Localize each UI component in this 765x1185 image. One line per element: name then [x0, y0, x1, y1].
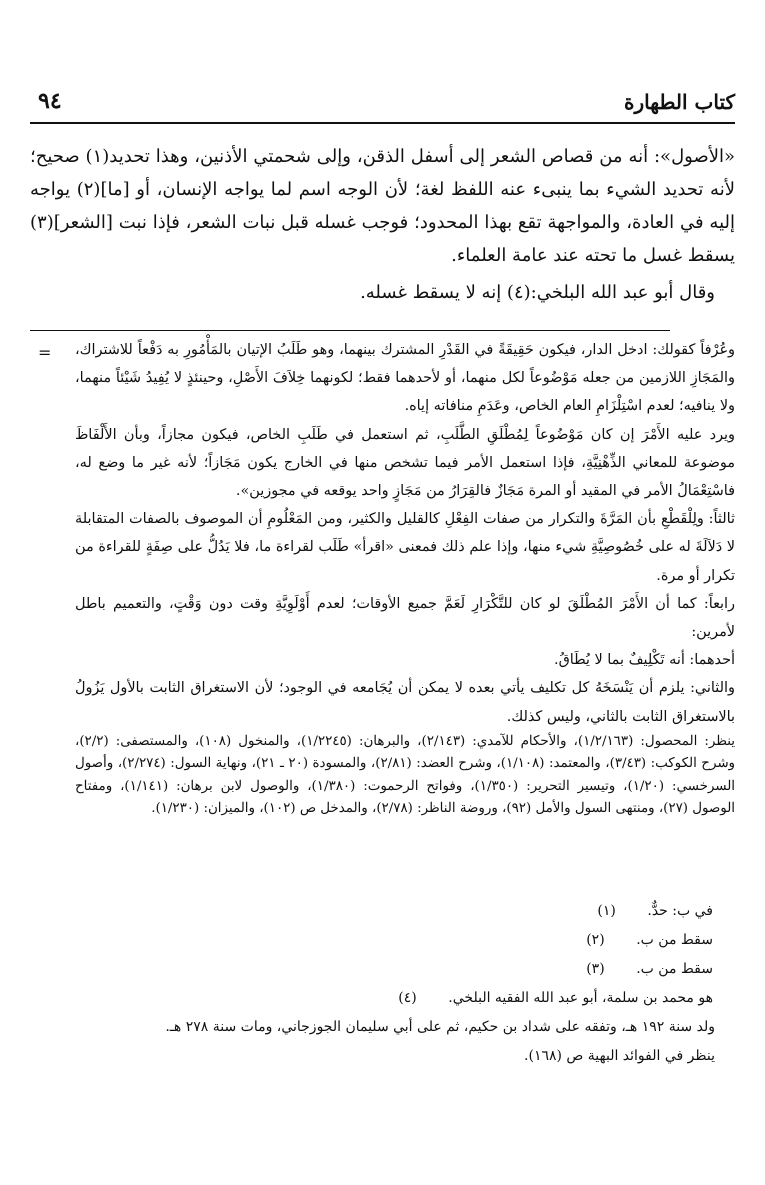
footnote-text: هو محمد بن سلمة، أبو عبد الله الفقيه البلخي. — [448, 990, 713, 1006]
note-paragraph: ثالثاً: ولِلْقَطْعِ بأن المَرَّةَ والتكرار من صفات الفِعْلِ كالقليل والكثير، ومن المَعْلُومِ أن الموصوف بالصفات المتقابلة لا دَلاَلَةَ له على خُصُوصِيَّةِ شيء منها، وإذا علم ذلك فمعنى «اقرأ» طَلَب لقراءة ما، فلا يَدُلُّ على صِفَةٍ للقراءة من تكرار أو مرة. — [75, 511, 735, 584]
note-paragraph: وعُرْفاً كقولك: ادخل الدار، فيكون حَقِيقَةً في القَدْرِ المشترك بينهما، وهو طَلَبُ الإتيان بالمَأْمُورِ به دَفْعاً للاشتراك، والمَجَازِ اللازمين من جعله مَوْضُوعاً لكل منهما، أو لأحدهما فقط؛ لكونهما خِلاَفَ الأَصْلِ، وحينئذٍ لا يُفِيدُ شَيْئاً منهما، ولا ينافيه؛ لعدم اسْتِلْزَامِ العام الخاص، وعَدَمِ منافاته إياه. — [75, 342, 735, 415]
footnote-separator — [30, 330, 670, 331]
main-paragraph: وقال أبو عبد الله البلخي:(٤) إنه لا يسقط غسله. — [360, 282, 715, 303]
footnote-number: (٣) — [586, 961, 605, 977]
header-rule — [30, 122, 735, 124]
note-paragraph: أحدهما: أنه تَكْلِيفٌ بما لا يُطَاقُ. — [554, 652, 735, 669]
page-number: ٩٤ — [38, 88, 62, 114]
footnote-text: سقط من ب. — [636, 961, 713, 977]
footnote-item — [30, 955, 735, 984]
footnote-text: في ب: حدٌّ. — [647, 903, 713, 919]
footnote-item — [30, 984, 735, 1013]
footnote-number: (٤) — [398, 990, 417, 1006]
footnote-text: سقط من ب. — [636, 932, 713, 948]
continued-note — [75, 336, 735, 821]
references-paragraph: ينظر: المحصول: (١/٢/١٦٣)، والأحكام للآمدي: (٢/١٤٣)، والبرهان: (١/٢٢٤٥)، والمنخول (١٠٨)، والمستصفى: (٢/٢)، وشرح الكوكب: (٣/٤٣)، والمعتمد: (١/١٠٨)، وشرح العضد: (٢/٨١)، والمسودة (٢٠ ـ ٢١)، ونهاية السول: (٢/٢٧٤)، وأصول السرخسي: (١/٢٠)، وتيسير التحرير: (١/٣٥٠)، وفواتح الرحموت: (١/٣٨٠)، والوصول لابن برهان: (١/١٤١)، ومفتاح الوصول (٢٧)، ومنتهى السول والأمل (٩٢)، وروضة الناظر: (٢/٧٨)، والمدخل ص (١٠٢)، والميزان: (١/٢٣٠). — [75, 733, 736, 817]
footnote-number: (١) — [597, 903, 616, 919]
footnotes — [30, 897, 735, 1071]
footnote-item — [30, 897, 735, 926]
note-paragraph: ويرد عليه الأَمْرَ إن كان مَوْضُوعاً لِمُطْلَقِ الطَّلَبِ، ثم استعمل في طَلَبِ الخاص، فيكون مجازاً، وبأن الأَلْفَاظَ موضوعة للمعاني الذِّهْنِيَّةِ، فإذا استعمل الأمر فيما تشخص منها في الخارج يكون مَجَازاً؛ لأنه غير ما وضع له، فاسْتِعْمَالُ الأمر في المقيد أو المرة مَجَازٌ فالقِرَارُ من مَجَازٍ واحد يوقعه في مجوزين». — [75, 426, 735, 500]
running-header — [30, 88, 735, 118]
footnote-item — [30, 926, 735, 955]
main-text — [30, 140, 735, 309]
note-paragraph: والثاني: يلزم أن يَنْسَخَهُ كل تكليف يأتي بعده لا يمكن أن يُجَامعه في الوجود؛ لأن الاستغراق الثابت بالأول يَزُولُ بالاستغراق الثابت بالثاني، وليس كذلك. — [75, 680, 735, 725]
note-paragraph: رابعاً: كما أن الأَمْرَ المُطْلَقَ لو كان للتَّكْرَارِ لَعَمَّ جميع الأوقات؛ لعدم أَوْلَوِيَّةِ وقت دون وَقْتٍ، والتعميم باطل لأمرين: — [75, 595, 735, 641]
footnote-number: (٢) — [586, 932, 605, 948]
chapter-title: كتاب الطهارة — [624, 90, 735, 114]
footnote-continuation: ينظر في الفوائد البهية ص (١٦٨). — [524, 1048, 715, 1064]
main-paragraph: «الأصول»: أنه من قصاص الشعر إلى أسفل الذقن، وإلى شحمتي الأذنين، وهذا تحديد(١) صحيح؛ لأنه تحديد الشيء بما ينبىء عنه اللفظ لغة؛ لأن الوجه اسم لما يواجه الإنسان، أو [ما](٢) يواجه إليه في العادة، والمواجهة تقع بهذا المحدود؛ فوجب غسله قبل نبات الشعر، فإذا نبت [الشعر](٣) يسقط غسل ما تحته عند عامة العلماء. — [30, 146, 736, 266]
continuation-marker: = — [38, 343, 52, 362]
footnote-continuation: ولد سنة ١٩٢ هـ، وتفقه على شداد بن حكيم، ثم على أبي سليمان الجوزجاني، ومات سنة ٢٧٨ هـ. — [165, 1019, 715, 1035]
